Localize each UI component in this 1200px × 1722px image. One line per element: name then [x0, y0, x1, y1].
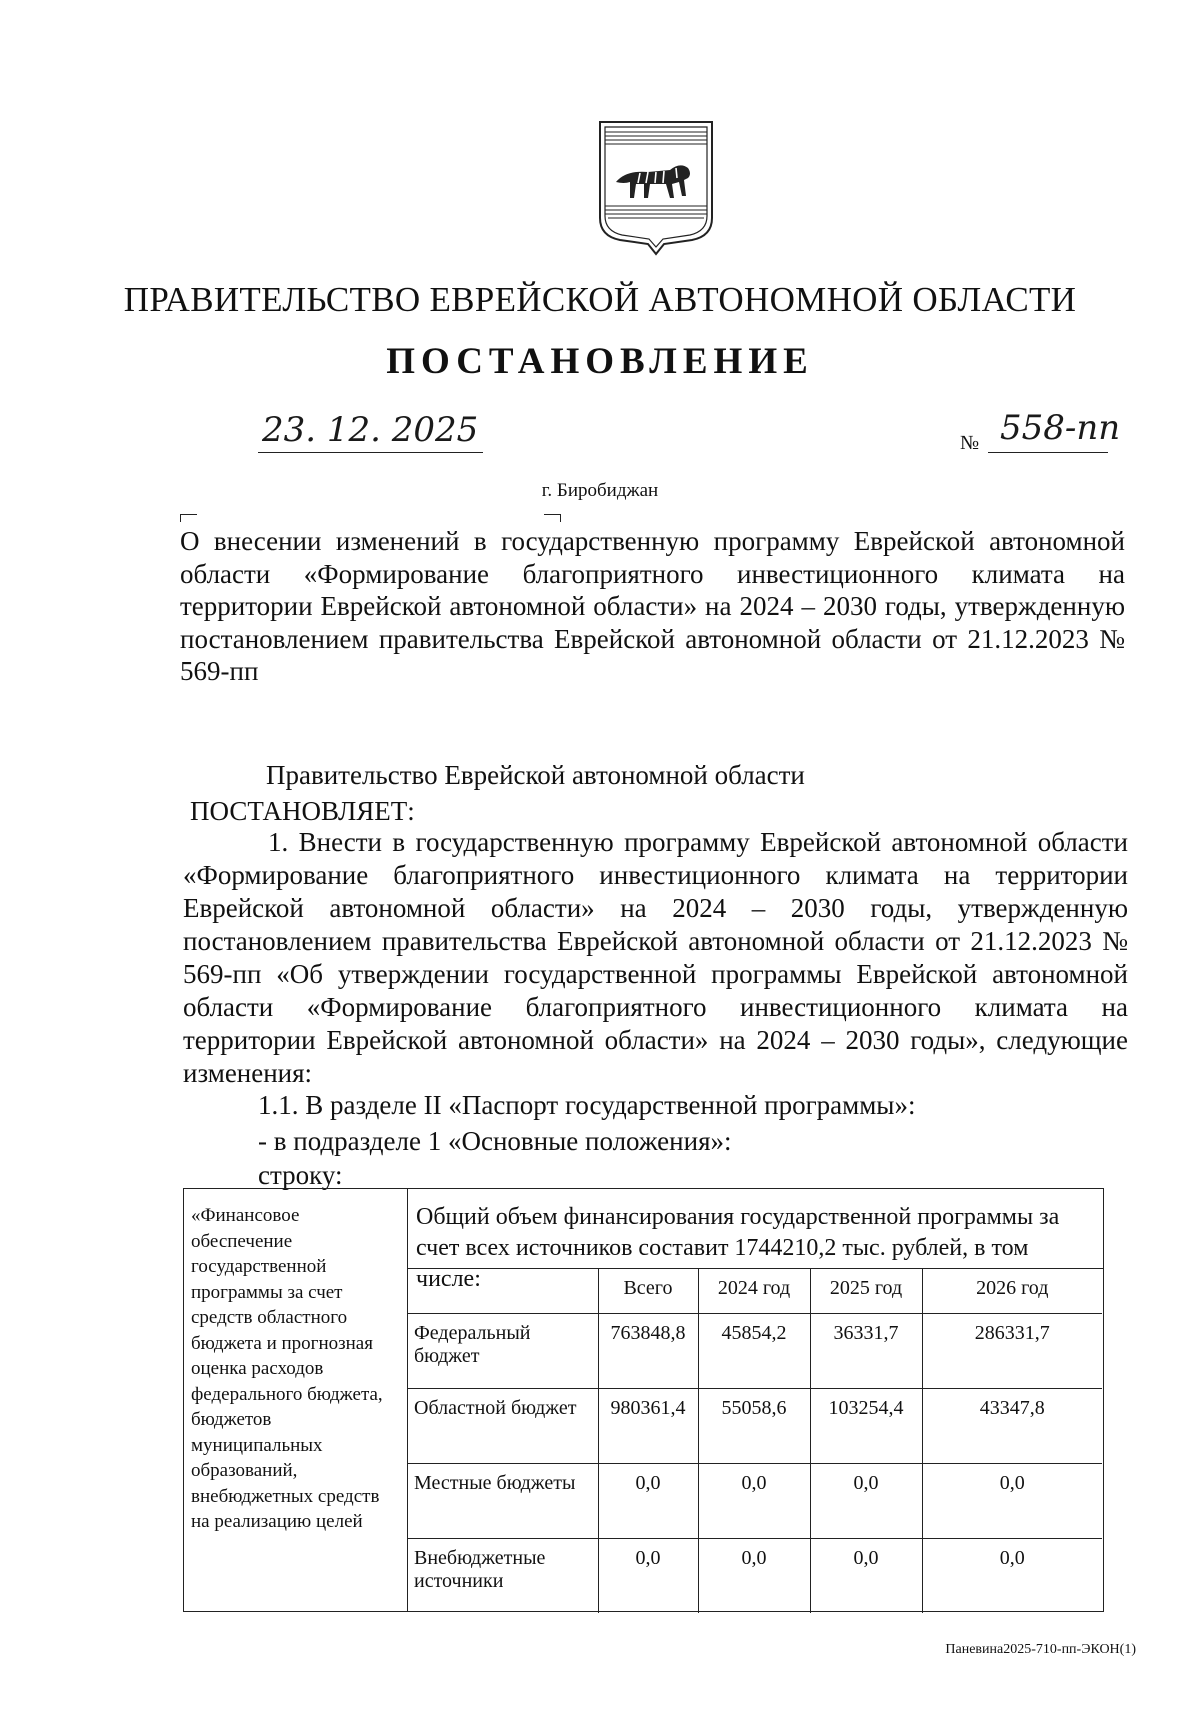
- column-header: 2024 год: [698, 1269, 810, 1314]
- number-sign: №: [960, 432, 980, 454]
- subject-corner-left: [180, 514, 197, 522]
- table-cell: 286331,7: [922, 1314, 1102, 1389]
- footer-reference: Паневина2025-710-пп-ЭКОН(1): [945, 1642, 1136, 1657]
- table-row: [408, 1389, 1102, 1464]
- table-cell: 55058,6: [698, 1389, 810, 1464]
- paragraph-1-1: 1.1. В разделе II «Паспорт государственной программы»:: [258, 1090, 916, 1120]
- table-cell: 43347,8: [922, 1389, 1102, 1464]
- table-cell: 0,0: [922, 1464, 1102, 1539]
- column-header: Всего: [598, 1269, 698, 1314]
- table-row: [408, 1464, 1102, 1539]
- government-line: Правительство Еврейской автономной области: [266, 760, 805, 790]
- coat-of-arms-icon: [596, 118, 716, 258]
- table-cell: 0,0: [698, 1539, 810, 1614]
- document-number: 558-пп: [1000, 408, 1121, 448]
- paragraph-1-2: - в подразделе 1 «Основные положения»:: [258, 1126, 732, 1156]
- date-underline: [258, 452, 483, 453]
- document-date: 23. 12. 2025: [262, 410, 479, 450]
- table-cell: 0,0: [598, 1464, 698, 1539]
- row-source: Местные бюджеты: [408, 1464, 598, 1539]
- column-header: 2026 год: [922, 1269, 1102, 1314]
- decree-line: ПОСТАНОВЛЯЕТ:: [190, 796, 415, 826]
- passport-table: [183, 1188, 1104, 1612]
- number-underline: [988, 452, 1108, 453]
- table-row: [408, 1539, 1102, 1614]
- table-cell: 36331,7: [810, 1314, 922, 1389]
- table-cell: 103254,4: [810, 1389, 922, 1464]
- column-header: [408, 1269, 598, 1314]
- row-source: Внебюджетные источники: [408, 1539, 598, 1614]
- table-cell: 0,0: [698, 1464, 810, 1539]
- paragraph-1: 1. Внести в государственную программу Еврейской автономной области «Формирование благоприятного инвестиционного климата на территории Еврейской автономной области» на 2024 – 2030 годы, утвержденную постановлением правительства Еврейской автономной области от 21.12.2023 № 569-пп «Об утверждении государственной программы Еврейской автономной области «Формирование благоприятного инвестиционного климата на территории Еврейской автономной области» на 2024 – 2030 годы», следующие изменения:: [183, 827, 1128, 1088]
- table-cell: 45854,2: [698, 1314, 810, 1389]
- table-cell: 0,0: [810, 1464, 922, 1539]
- document-type: ПОСТАНОВЛЕНИЕ: [386, 341, 814, 382]
- passport-intro: Общий объем финансирования государственной программы за счет всех источников составит 1744210,2 тыс. рублей, в том числе:: [408, 1189, 1103, 1269]
- table-row: [408, 1314, 1102, 1389]
- government-title: ПРАВИТЕЛЬСТВО ЕВРЕЙСКОЙ АВТОНОМНОЙ ОБЛАСТИ: [123, 280, 1077, 319]
- table-header-row: [408, 1269, 1102, 1314]
- paragraph-1-3: строку:: [258, 1160, 343, 1190]
- column-header: 2025 год: [810, 1269, 922, 1314]
- subject-corner-right: [544, 514, 561, 522]
- table-cell: 763848,8: [598, 1314, 698, 1389]
- city: г. Биробиджан: [541, 480, 659, 501]
- table-cell: 0,0: [598, 1539, 698, 1614]
- subject-heading: О внесении изменений в государственную программу Еврейской автономной области «Формирование благоприятного инвестиционного климата на территории Еврейской автономной области» на 2024 – 2030 годы, утвержденную постановлением правительства Еврейской автономной области от 21.12.2023 № 569-пп: [180, 526, 1125, 686]
- row-source: Федеральный бюджет: [408, 1314, 598, 1389]
- financing-table: [408, 1269, 1102, 1613]
- passport-row-label: «Финансовое обеспечение государственной программы за счет средств областного бюджета и прогнозная оценка расходов федерального бюджета, бюджетов муниципальных образований, внебюджетных средств на реализацию целей: [184, 1189, 408, 1611]
- table-cell: 0,0: [922, 1539, 1102, 1614]
- table-cell: 980361,4: [598, 1389, 698, 1464]
- table-cell: 0,0: [810, 1539, 922, 1614]
- row-source: Областной бюджет: [408, 1389, 598, 1464]
